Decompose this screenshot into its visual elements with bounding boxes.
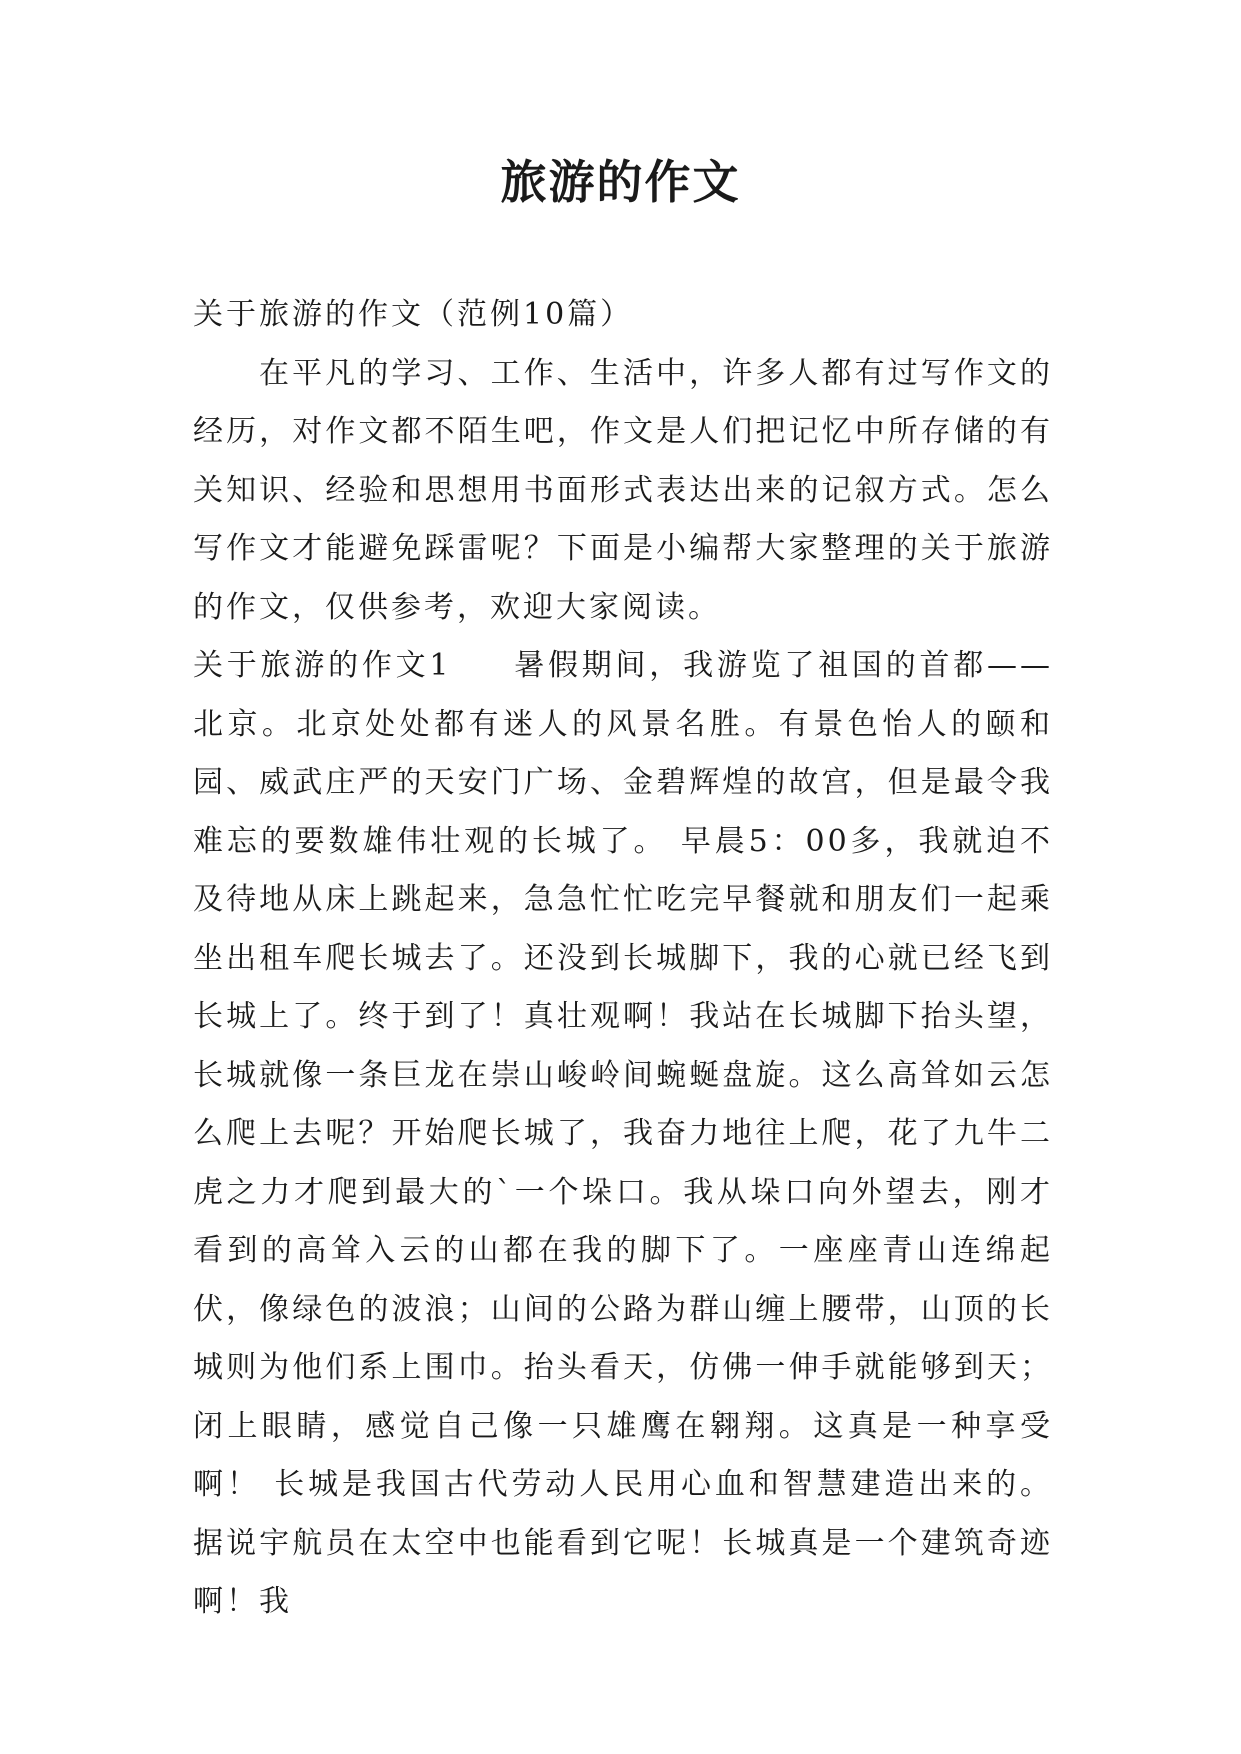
- document-body: [193, 286, 1053, 1632]
- intro-paragraph: 在平凡的学习、工作、生活中，许多人都有过写作文的经历，对作文都不陌生吧，作文是人们把记忆中所存储的有关知识、经验和思想用书面形式表达出来的记叙方式。怎么写作文才能避免踩雷呢？下面是小编帮大家整理的关于旅游的作文，仅供参考，欢迎大家阅读。: [193, 355, 1053, 625]
- essay-1-paragraph: [193, 637, 1053, 1632]
- essay-1-heading: 关于旅游的作文1: [193, 648, 452, 683]
- document-subtitle: 关于旅游的作文（范例10篇）: [193, 297, 634, 332]
- document-title: 旅游的作文: [500, 155, 741, 209]
- essay-1-body: 暑假期间，我游览了祖国的首都——北京。北京处处都有迷人的风景名胜。有景色怡人的颐和园、威武庄严的天安门广场、金碧辉煌的故宫，但是最令我难忘的要数雄伟壮观的长城了。 早晨5：00多，我就迫不及待地从床上跳起来，急急忙忙吃完早餐就和朋友们一起乘坐出租车爬长城去了。还没到长城脚下，我的心就已经飞到长城上了。终于到了！真壮观啊！我站在长城脚下抬头望，长城就像一条巨龙在崇山峻岭间蜿蜒盘旋。这么高耸如云怎么爬上去呢？开始爬长城了，我奋力地往上爬，花了九牛二虎之力才爬到最大的`一个垛口。我从垛口向外望去，刚才看到的高耸入云的山都在我的脚下了。一座座青山连绵起伏，像绿色的波浪；山间的公路为群山缠上腰带，山顶的长城则为他们系上围巾。抬头看天，仿佛一伸手就能够到天；闭上眼睛，感觉自己像一只雄鹰在翱翔。这真是一种享受啊！ 长城是我国古代劳动人民用心血和智慧建造出来的。据说宇航员在太空中也能看到它呢！长城真是一个建筑奇迹啊！我: [193, 648, 1053, 1619]
